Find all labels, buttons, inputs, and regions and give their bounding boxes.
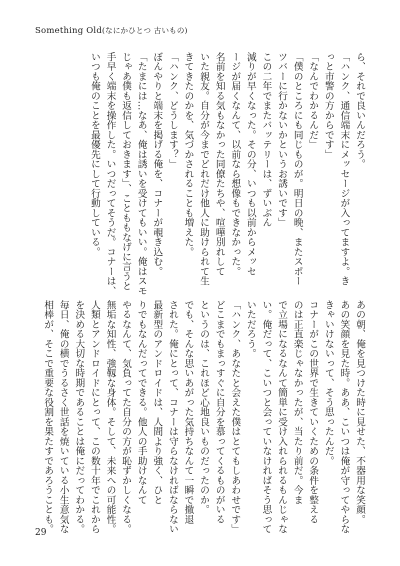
- text-line: きてきたのかを、気づかされることも増えた。: [182, 52, 194, 257]
- text-line: 「僕のところにも同じものが。明日の晩、またスポー: [291, 52, 303, 286]
- text-line: のは正直楽じゃなかったが、当たり前だ。今ま: [291, 300, 303, 505]
- text-line: 「たまには…なあ、俺は誘いを受けてもいい。俺はスモ: [135, 52, 147, 296]
- text-line: された。俺にとって、コナーは守らなければならない: [166, 300, 178, 534]
- text-line: この二年でまたバッテリーは、ずいぶん: [260, 52, 272, 228]
- text-line: やるなんて、気負ってた自分の方が恥ずかしくなる。: [120, 300, 132, 534]
- text-line: 手早く端末を操作した。いつだってそうだ。コナーは、: [104, 52, 116, 296]
- text-line: 毎日、俺の横でうるさく世話を焼いている小生意気な: [57, 300, 69, 534]
- text-line: あの朝、俺を見つけた時に見せた、不器用な笑顔。: [354, 300, 365, 525]
- text-line: を決める大切な時期であることは俺にだってわかる。: [73, 300, 85, 534]
- text-line: どこまでもまっすぐに自分を慕ってくるものがいる: [213, 300, 225, 525]
- text-line: ツバーに行かないかというお誘いです」: [276, 52, 288, 228]
- page-number: 29: [35, 528, 47, 538]
- text-line: で立場になるなんて簡単に受け入れられるもんじゃな: [276, 300, 288, 534]
- text-line: 減りが早くなった。その分、いつも以前からメッセ: [244, 52, 256, 277]
- text-line: きゃいけないって、そう思ったんだ。: [322, 300, 334, 466]
- text-line: 人類とアンドロイドにとって、この数十年でこれから: [88, 300, 100, 534]
- text-line: いただろう。: [244, 300, 256, 359]
- text-line: でも、そんな思いあがった気持ちなんて一瞬で撤退: [182, 300, 194, 525]
- running-header-subtitle: (なにかひとつ 古いもの): [102, 26, 188, 35]
- text-line: 「ハンク、通信端末にメッセージが入ってますよ。き: [338, 52, 350, 286]
- text-line: 最新型のアンドロイドは、人間より強く、ひと: [151, 300, 163, 505]
- text-line: というのは、これほど心地良いものだったのか。: [198, 300, 210, 515]
- text-line: い。俺だって、こいつと会っていなければそう思って: [260, 300, 272, 534]
- running-header-title: Something Old: [35, 26, 102, 36]
- text-line: いた親友。自分が今までどれだけ他人に助けられて生: [198, 52, 210, 286]
- text-line: っと市警の方からです」: [322, 52, 334, 160]
- text-line: りでもなんだってできる。他人の手助けなんて: [135, 300, 147, 505]
- text-line: ージが届くなんて、以前なら想像もできなかった。: [229, 52, 241, 277]
- text-line: ぼんやりと端末を掲げる俺を、コナーが覗き込む。: [151, 52, 163, 277]
- text-line: 「なんでわかるんだ」: [307, 52, 319, 150]
- text-line: 無垢な知性、強靱な身体。そして、未来への可能性。: [104, 300, 116, 534]
- text-line: あの笑顔を見た時。ああ、こいつは俺が守ってやらな: [338, 300, 350, 534]
- lower-text-block: [42, 300, 367, 534]
- text-line: コナーがこの世界で生きていくための条件を整える: [307, 300, 319, 525]
- text-line: じゃあ僕も返信しておきます」、ことももなげに言うと: [120, 52, 132, 291]
- upper-text-block: [45, 52, 367, 296]
- text-line: いつも俺のことを最優先にして行動している。: [88, 52, 100, 257]
- text-line: 「ハンク、どうします？」: [166, 52, 178, 169]
- text-line: 相棒が、そこで重要な役割を果たすであろうことも。: [42, 300, 54, 534]
- running-header: [35, 25, 188, 36]
- text-line: 名前を知る気もなかった同僚たちや、喧嘩別れして: [213, 52, 225, 277]
- text-line: 「ハンク、あなたと会えた僕はとてもしあわせです」: [229, 300, 241, 534]
- text-line: ら、それで良いんだろう。: [354, 52, 365, 169]
